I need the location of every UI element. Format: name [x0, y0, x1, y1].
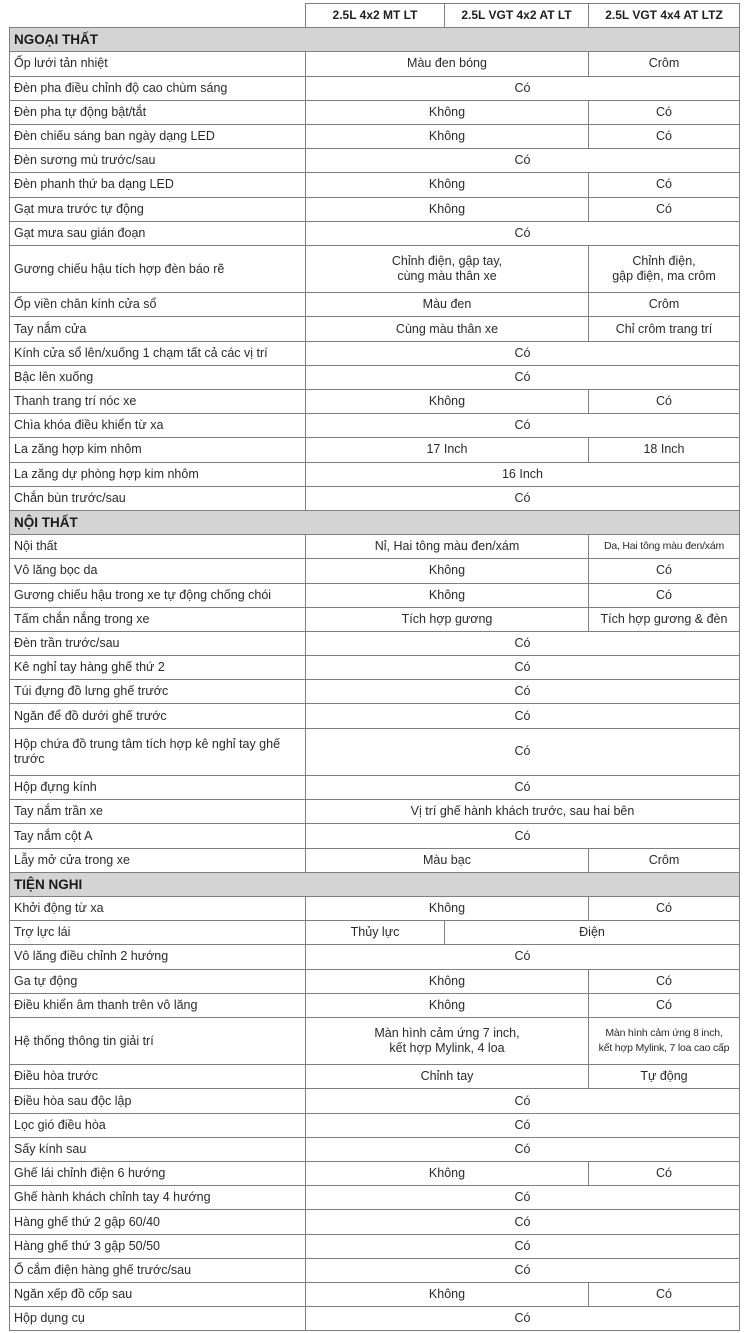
row-label: Trợ lực lái — [10, 921, 306, 945]
table-row — [10, 680, 740, 704]
table-row — [10, 1307, 740, 1331]
row-value-ltz: Da, Hai tông màu đen/xám — [589, 535, 740, 559]
table-row — [10, 245, 740, 292]
row-label: Thanh trang trí nóc xe — [10, 390, 306, 414]
row-label: Ốp lưới tản nhiệt — [10, 52, 306, 76]
row-label: Ghế hành khách chỉnh tay 4 hướng — [10, 1186, 306, 1210]
row-label: Hộp dụng cụ — [10, 1307, 306, 1331]
row-value: Có — [306, 704, 740, 728]
row-value: Có — [306, 1234, 740, 1258]
row-value: Có — [306, 1210, 740, 1234]
table-row — [10, 1017, 740, 1064]
row-value-ltz: 18 Inch — [589, 438, 740, 462]
row-value-ltz: Crôm — [589, 848, 740, 872]
row-label: Gạt mưa trước tự động — [10, 197, 306, 221]
section-row-interior — [10, 510, 740, 534]
row-label: Lọc gió điều hòa — [10, 1113, 306, 1137]
row-label: Vô lăng bọc da — [10, 559, 306, 583]
row-label: Ngăn để đồ dưới ghế trước — [10, 704, 306, 728]
spec-table — [9, 3, 740, 1331]
row-label: Sấy kính sau — [10, 1137, 306, 1161]
row-label: Hộp đựng kính — [10, 776, 306, 800]
row-value: Không — [306, 390, 589, 414]
table-row — [10, 124, 740, 148]
table-row — [10, 631, 740, 655]
row-value: 16 Inch — [306, 462, 740, 486]
row-value-ltz: Tích hợp gương & đèn — [589, 607, 740, 631]
section-row-comfort — [10, 872, 740, 896]
row-value-mt: Thủy lực — [306, 921, 445, 945]
table-row — [10, 76, 740, 100]
table-row — [10, 390, 740, 414]
table-row — [10, 824, 740, 848]
row-value: Có — [306, 76, 740, 100]
row-value: Màu đen — [306, 293, 589, 317]
row-label: Khởi động từ xa — [10, 896, 306, 920]
section-title-exterior: NGOẠI THẤT — [10, 28, 740, 52]
row-value: Không — [306, 559, 589, 583]
row-label: Nội thất — [10, 535, 306, 559]
row-value-ltz: Có — [589, 969, 740, 993]
row-label: Đèn pha điều chỉnh độ cao chùm sáng — [10, 76, 306, 100]
row-value: Không — [306, 583, 589, 607]
row-label: Hệ thống thông tin giải trí — [10, 1017, 306, 1064]
table-row — [10, 414, 740, 438]
table-row — [10, 1162, 740, 1186]
row-value: Có — [306, 221, 740, 245]
row-value: Có — [306, 824, 740, 848]
row-value: Có — [306, 728, 740, 775]
row-label: Hàng ghế thứ 3 gập 50/50 — [10, 1234, 306, 1258]
row-value-ltz: Chỉ crôm trang trí — [589, 317, 740, 341]
row-value: Màu bạc — [306, 848, 589, 872]
row-label: Tấm chắn nắng trong xe — [10, 607, 306, 631]
row-label: Hàng ghế thứ 2 gập 60/40 — [10, 1210, 306, 1234]
row-label: Ga tự động — [10, 969, 306, 993]
row-value: Có — [306, 341, 740, 365]
row-value: Có — [306, 631, 740, 655]
row-value-line-2: cùng màu thân xe — [397, 269, 497, 284]
row-value-ltz: Có — [589, 1282, 740, 1306]
row-label: Điều hòa trước — [10, 1065, 306, 1089]
section-title-interior: NỘI THẤT — [10, 510, 740, 534]
row-value-line-2: kết hợp Mylink, 7 loa cao cấp — [598, 1042, 730, 1055]
table-row — [10, 365, 740, 389]
table-row — [10, 1258, 740, 1282]
table-row — [10, 462, 740, 486]
row-value: Không — [306, 896, 589, 920]
row-value-line-2: gập điện, ma crôm — [612, 269, 716, 284]
row-value: Nỉ, Hai tông màu đen/xám — [306, 535, 589, 559]
header-variant-2: 2.5L VGT 4x2 AT LT — [445, 4, 589, 28]
row-value-ltz: Có — [589, 197, 740, 221]
row-value-ltz: Có — [589, 1162, 740, 1186]
row-label: Ốp viền chân kính cửa sổ — [10, 293, 306, 317]
row-label: Lẫy mở cửa trong xe — [10, 848, 306, 872]
row-label: Điều khiển âm thanh trên vô lăng — [10, 993, 306, 1017]
row-label: Đèn phanh thứ ba dạng LED — [10, 173, 306, 197]
row-value-ltz — [589, 1017, 740, 1064]
row-value-line-2: kết hợp Mylink, 4 loa — [389, 1041, 505, 1056]
row-label: La zăng dự phòng hợp kim nhôm — [10, 462, 306, 486]
table-row — [10, 221, 740, 245]
row-value: Có — [306, 680, 740, 704]
row-value: Có — [306, 776, 740, 800]
table-row — [10, 52, 740, 76]
row-value: Không — [306, 124, 589, 148]
header-row — [10, 4, 740, 28]
row-label: Chắn bùn trước/sau — [10, 486, 306, 510]
row-value-ltz: Có — [589, 896, 740, 920]
table-row — [10, 656, 740, 680]
row-value: Có — [306, 1186, 740, 1210]
row-value: Có — [306, 149, 740, 173]
table-row — [10, 1089, 740, 1113]
row-value: Tích hợp gương — [306, 607, 589, 631]
row-value: Không — [306, 1282, 589, 1306]
row-label: Túi đựng đồ lưng ghế trước — [10, 680, 306, 704]
row-value: 17 Inch — [306, 438, 589, 462]
table-row — [10, 921, 740, 945]
row-value: Chỉnh tay — [306, 1065, 589, 1089]
row-value-line-1: Màn hình cảm ứng 8 inch, — [605, 1027, 723, 1040]
table-row — [10, 1113, 740, 1137]
row-label: Ngăn xếp đồ cốp sau — [10, 1282, 306, 1306]
row-value: Không — [306, 1162, 589, 1186]
row-label: Kê nghỉ tay hàng ghế thứ 2 — [10, 656, 306, 680]
row-value-ltz: Có — [589, 390, 740, 414]
row-value-at: Điện — [445, 921, 740, 945]
table-row — [10, 341, 740, 365]
row-value: Không — [306, 100, 589, 124]
row-label: Gương chiếu hậu tích hợp đèn báo rẽ — [10, 245, 306, 292]
row-value-ltz: Có — [589, 559, 740, 583]
row-value: Có — [306, 1089, 740, 1113]
row-label: Gương chiếu hậu trong xe tự động chống chói — [10, 583, 306, 607]
table-row — [10, 438, 740, 462]
table-row — [10, 1210, 740, 1234]
row-value-line-1: Chỉnh điện, gập tay, — [391, 254, 503, 269]
row-value-ltz: Có — [589, 993, 740, 1017]
table-row — [10, 607, 740, 631]
table-row — [10, 197, 740, 221]
row-value — [306, 245, 589, 292]
row-label: Kính cửa sổ lên/xuống 1 chạm tất cả các vị trí — [10, 341, 306, 365]
row-label: Đèn chiếu sáng ban ngày dạng LED — [10, 124, 306, 148]
table-row — [10, 969, 740, 993]
row-value-ltz: Có — [589, 173, 740, 197]
row-value: Có — [306, 414, 740, 438]
row-value: Cùng màu thân xe — [306, 317, 589, 341]
row-label: Chìa khóa điều khiển từ xa — [10, 414, 306, 438]
row-value: Có — [306, 365, 740, 389]
row-label: Tay nắm trần xe — [10, 800, 306, 824]
table-row — [10, 1186, 740, 1210]
row-label: Tay nắm cửa — [10, 317, 306, 341]
row-value: Không — [306, 173, 589, 197]
table-row — [10, 559, 740, 583]
table-row — [10, 293, 740, 317]
table-row — [10, 486, 740, 510]
table-row — [10, 1234, 740, 1258]
row-value-line-1: Chỉnh điện, — [632, 254, 696, 269]
row-label: Vô lăng điều chỉnh 2 hướng — [10, 945, 306, 969]
table-row — [10, 945, 740, 969]
table-row — [10, 535, 740, 559]
row-label: Đèn trần trước/sau — [10, 631, 306, 655]
table-row — [10, 896, 740, 920]
table-row — [10, 1282, 740, 1306]
table-row — [10, 800, 740, 824]
row-label: Ổ cắm điện hàng ghế trước/sau — [10, 1258, 306, 1282]
row-label: Hộp chứa đồ trung tâm tích hợp kê nghỉ tay ghế trước — [10, 728, 306, 775]
section-row-exterior — [10, 28, 740, 52]
table-row — [10, 1137, 740, 1161]
header-variant-3: 2.5L VGT 4x4 AT LTZ — [589, 4, 740, 28]
row-value-ltz: Crôm — [589, 293, 740, 317]
table-row — [10, 776, 740, 800]
table-row — [10, 993, 740, 1017]
row-value: Vị trí ghế hành khách trước, sau hai bên — [306, 800, 740, 824]
row-label: Bậc lên xuống — [10, 365, 306, 389]
row-value: Có — [306, 486, 740, 510]
row-value: Không — [306, 197, 589, 221]
row-label: La zăng hợp kim nhôm — [10, 438, 306, 462]
header-variant-1: 2.5L 4x2 MT LT — [306, 4, 445, 28]
row-value: Có — [306, 1113, 740, 1137]
table-row — [10, 848, 740, 872]
row-label: Tay nắm cột A — [10, 824, 306, 848]
row-value-ltz — [589, 245, 740, 292]
row-value-ltz: Có — [589, 100, 740, 124]
row-value: Có — [306, 945, 740, 969]
table-row — [10, 728, 740, 775]
row-value: Có — [306, 1258, 740, 1282]
row-value: Không — [306, 969, 589, 993]
row-value-ltz: Crôm — [589, 52, 740, 76]
row-label: Đèn pha tự động bật/tắt — [10, 100, 306, 124]
table-row — [10, 704, 740, 728]
table-row — [10, 100, 740, 124]
table-row — [10, 1065, 740, 1089]
row-value-ltz: Tự động — [589, 1065, 740, 1089]
row-value: Có — [306, 656, 740, 680]
table-row — [10, 317, 740, 341]
row-value: Có — [306, 1307, 740, 1331]
row-label: Ghế lái chỉnh điện 6 hướng — [10, 1162, 306, 1186]
table-row — [10, 583, 740, 607]
row-value: Không — [306, 993, 589, 1017]
table-row — [10, 173, 740, 197]
row-value-ltz: Có — [589, 124, 740, 148]
section-title-comfort: TIỆN NGHI — [10, 872, 740, 896]
table-row — [10, 149, 740, 173]
row-value: Màu đen bóng — [306, 52, 589, 76]
row-value-line-1: Màn hình cảm ứng 7 inch, — [374, 1026, 520, 1041]
row-value: Có — [306, 1137, 740, 1161]
header-blank-cell — [10, 4, 306, 28]
row-label: Gạt mưa sau gián đoạn — [10, 221, 306, 245]
row-value — [306, 1017, 589, 1064]
row-label: Điều hòa sau độc lập — [10, 1089, 306, 1113]
row-value-ltz: Có — [589, 583, 740, 607]
row-label: Đèn sương mù trước/sau — [10, 149, 306, 173]
